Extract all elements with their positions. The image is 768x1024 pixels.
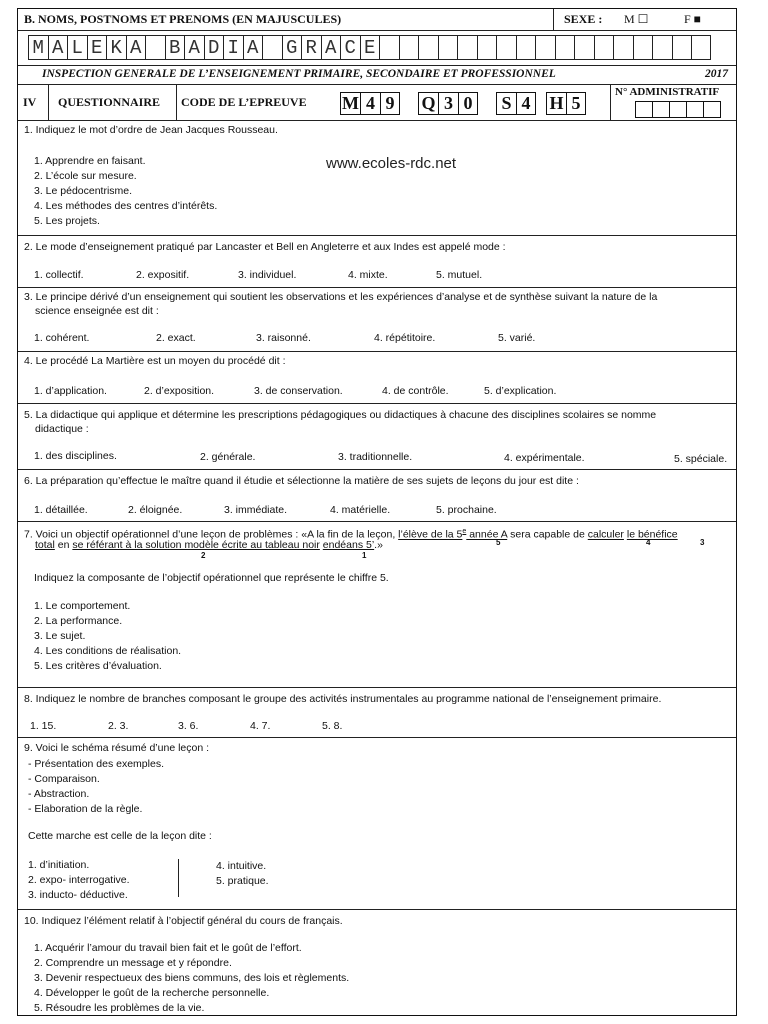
question-10 [18,910,736,1017]
name-letter-cell[interactable] [555,35,575,60]
name-letter-cell[interactable]: E [360,35,380,60]
name-letter-cell[interactable] [496,35,516,60]
question-4-text: 4. Le procédé La Martière est un moyen du procédé dit : [24,355,286,367]
question-7 [18,522,736,688]
name-letter-cell[interactable]: A [321,35,341,60]
code-char: 4 [360,92,380,115]
q7-mark-1: 1 [362,551,367,560]
name-letter-cell[interactable]: R [301,35,321,60]
question-7-line2: total en se référant à la solution modèle écrite au tableau noir endéans 5’.» [35,539,383,551]
q8-option-2[interactable]: 2. 3. [108,720,129,732]
name-letter-cell[interactable] [574,35,594,60]
name-letter-cell[interactable]: M [28,35,48,60]
code-char: S [496,92,516,115]
name-letter-cell[interactable] [594,35,614,60]
sexe-m-checkbox[interactable]: M ☐ [624,12,649,26]
name-letter-cell[interactable] [438,35,458,60]
q7-option-3[interactable]: 3. Le sujet. [34,630,86,642]
q5-option-1[interactable]: 1. des disciplines. [34,450,117,462]
name-letter-cell[interactable] [262,35,282,60]
q1-option-4[interactable]: 4. Les méthodes des centres d’intérêts. [34,200,218,212]
name-letter-cell[interactable]: K [106,35,126,60]
name-letter-cell[interactable] [145,35,165,60]
q8-option-4[interactable]: 4. 7. [250,720,271,732]
q9-divider [178,859,179,897]
question-9 [18,738,736,910]
q10-option-1[interactable]: 1. Acquérir l’amour du travail bien fait et le goût de l’effort. [34,942,302,954]
name-letter-cell[interactable] [457,35,477,60]
code-char: 5 [566,92,586,115]
q1-option-2[interactable]: 2. L’école sur mesure. [34,170,137,182]
question-2-text: 2. Le mode d’enseignement pratiqué par Lancaster et Bell en Angleterre et aux Indes est appelé mode : [24,241,506,253]
q2-option-3[interactable]: 3. individuel. [238,269,297,281]
name-letter-cell[interactable]: L [67,35,87,60]
name-letter-cell[interactable] [613,35,633,60]
question-6 [18,470,736,522]
admin-number-box [610,85,736,121]
q6-option-3[interactable]: 3. immédiate. [224,504,288,516]
question-9-text: 9. Voici le schéma résumé d’une leçon : [24,742,210,754]
q3-option-5[interactable]: 5. varié. [498,332,536,344]
q3-option-4[interactable]: 4. répétitoire. [374,332,436,344]
q2-option-1[interactable]: 1. collectif. [34,269,84,281]
q9-option-5[interactable]: 5. pratique. [216,875,269,887]
code-box-4 [546,92,586,115]
question-6-text: 6. La préparation qu’effectue le maître quand il étudie et sélectionne la matière de ses sujets de leçons du jour est dite : [24,475,579,487]
sexe-f-checkbox[interactable]: F ■ [684,12,701,26]
question-10-text: 10. Indiquez l’élément relatif à l’objectif général du cours de français. [24,915,343,927]
name-letter-cell[interactable]: A [243,35,263,60]
code-box-3 [496,92,536,115]
name-letter-cell[interactable] [477,35,497,60]
q9-option-2[interactable]: 2. expo- interrogative. [28,874,130,886]
q8-option-3[interactable]: 3. 6. [178,720,199,732]
q4-option-4[interactable]: 4. de contrôle. [382,385,449,397]
name-entry-row [18,31,736,66]
code-char: 0 [458,92,478,115]
name-letter-cell[interactable] [516,35,536,60]
code-row [18,85,736,121]
q9-step-1: - Présentation des exemples. [28,758,164,770]
section-number: IV [23,95,37,109]
q2-option-4[interactable]: 4. mixte. [348,269,388,281]
q2-option-5[interactable]: 5. mutuel. [436,269,483,281]
name-letter-cell[interactable] [535,35,555,60]
names-header [18,9,736,31]
q7-option-5[interactable]: 5. Les critères d’évaluation. [34,660,162,672]
name-letter-cell[interactable] [672,35,692,60]
name-letter-cell[interactable] [633,35,653,60]
name-letter-cell[interactable]: B [165,35,185,60]
name-letter-cell[interactable]: G [282,35,302,60]
q3-option-3[interactable]: 3. raisonné. [256,332,311,344]
q1-option-1[interactable]: 1. Apprendre en faisant. [34,155,146,167]
q7-mark-5: 5 [496,538,501,547]
admin-label: N° ADMINISTRATIF [615,86,720,98]
q4-option-1[interactable]: 1. d’application. [34,385,107,397]
q10-option-4[interactable]: 4. Développer le goût de la recherche personnelle. [34,987,270,999]
name-letter-cell[interactable] [652,35,672,60]
name-letter-cell[interactable]: A [126,35,146,60]
question-4 [18,352,736,404]
q6-option-2[interactable]: 2. éloignée. [128,504,183,516]
q3-option-2[interactable]: 2. exact. [156,332,196,344]
inspection-bar [18,66,736,85]
q7-option-2[interactable]: 2. La performance. [34,615,123,627]
q9-option-3[interactable]: 3. inducto- déductive. [28,889,128,901]
q9-step-2: - Comparaison. [28,773,100,785]
name-letter-boxes[interactable] [28,35,711,60]
q2-option-2[interactable]: 2. expositif. [136,269,190,281]
name-letter-cell[interactable] [379,35,399,60]
names-label: B. NOMS, POSTNOMS ET PRENOMS (EN MAJUSCULES) [24,12,342,26]
q7-option-1[interactable]: 1. Le comportement. [34,600,131,612]
question-3-text-line1: 3. Le principe dérivé d’un enseignement qui soutient les observations et les expériences d’analyse et de synthèse suivant la nature de la [24,291,658,303]
code-char: Q [418,92,438,115]
q3-option-1[interactable]: 1. cohérent. [34,332,90,344]
questionnaire-label: QUESTIONNAIRE [58,95,161,109]
question-5-text-line1: 5. La didactique qui applique et détermine les prescriptions pédagogiques ou didactiques à chacune des disciplines scolaires se nomme [24,409,657,421]
question-7-line1: 7. Voici un objectif opérationnel d’une leçon de problèmes : «A la fin de la leçon, l’élève de la 5e année A sera capable de calculer le bénéfice [24,528,678,541]
inspection-title: INSPECTION GENERALE DE L’ENSEIGNEMENT PRIMAIRE, SECONDAIRE ET PROFESSIONNEL [42,68,556,80]
q9-option-4[interactable]: 4. intuitive. [216,860,267,872]
q10-option-3[interactable]: 3. Devenir respectueux des biens communs, des lois et règlements. [34,972,350,984]
question-3-text-line2: science enseignée est dit : [35,305,159,317]
watermark: www.ecoles-rdc.net [326,155,457,172]
q7-mark-3: 3 [700,538,705,547]
q4-option-5[interactable]: 5. d’explication. [484,385,557,397]
code-char: M [342,93,359,113]
name-letter-cell[interactable]: A [184,35,204,60]
name-letter-cell[interactable]: E [87,35,107,60]
q8-option-5[interactable]: 5. 8. [322,720,343,732]
q9-step-4: - Elaboration de la règle. [28,803,143,815]
q10-option-5[interactable]: 5. Résoudre les problèmes de la vie. [34,1002,205,1014]
question-8-text: 8. Indiquez le nombre de branches composant le groupe des activités instrumentales au programme national de l’enseignement primaire. [24,693,662,705]
q5-option-5[interactable]: 5. spéciale. [674,453,728,465]
q1-option-5[interactable]: 5. Les projets. [34,215,100,227]
code-char: 4 [516,92,536,115]
q7-mark-2: 2 [201,551,206,560]
sexe-box [553,9,736,31]
name-letter-cell[interactable] [399,35,419,60]
name-letter-cell[interactable] [691,35,711,60]
name-letter-cell[interactable]: C [340,35,360,60]
q6-option-4[interactable]: 4. matérielle. [330,504,391,516]
q6-option-1[interactable]: 1. détaillée. [34,504,88,516]
q4-option-2[interactable]: 2. d’exposition. [144,385,215,397]
exam-year: 2017 [705,68,728,80]
code-char: 9 [380,92,400,115]
name-letter-cell[interactable] [418,35,438,60]
code-char: H [546,92,566,115]
sexe-label: SEXE : [564,12,603,26]
q7-option-4[interactable]: 4. Les conditions de réalisation. [34,645,182,657]
question-5-text-line2: didactique : [35,423,89,435]
name-letter-cell[interactable]: A [48,35,68,60]
q10-option-2[interactable]: 2. Comprendre un message et y répondre. [34,957,232,969]
q6-option-5[interactable]: 5. prochaine. [436,504,497,516]
q8-option-1[interactable]: 1. 15. [30,720,57,732]
code-box-2 [418,92,478,115]
code-label: CODE DE L’EPREUVE [181,95,307,109]
question-3 [18,288,736,352]
name-letter-cell[interactable]: D [204,35,224,60]
q1-option-3[interactable]: 3. Le pédocentrisme. [34,185,133,197]
question-1-text: 1. Indiquez le mot d’ordre de Jean Jacques Rousseau. [24,124,278,136]
exam-sheet [17,8,737,1016]
q5-option-4[interactable]: 4. expérimentale. [504,452,585,464]
q5-option-2[interactable]: 2. générale. [200,451,256,463]
question-5 [18,404,736,470]
question-7-prompt: Indiquez la composante de l’objectif opérationnel que représente le chiffre 5. [34,572,389,584]
question-1 [18,121,736,236]
name-letter-cell[interactable]: I [223,35,243,60]
q5-option-3[interactable]: 3. traditionnelle. [338,451,413,463]
q9-step-3: - Abstraction. [28,788,90,800]
q7-mark-4: 4 [646,538,651,547]
q4-option-3[interactable]: 3. de conservation. [254,385,343,397]
question-2 [18,236,736,288]
q9-option-1[interactable]: 1. d’initiation. [28,859,90,871]
code-box-1 [340,92,400,115]
code-char: 3 [438,92,458,115]
admin-input-boxes[interactable] [635,101,721,118]
question-9-prompt: Cette marche est celle de la leçon dite : [28,830,212,842]
question-8 [18,688,736,738]
